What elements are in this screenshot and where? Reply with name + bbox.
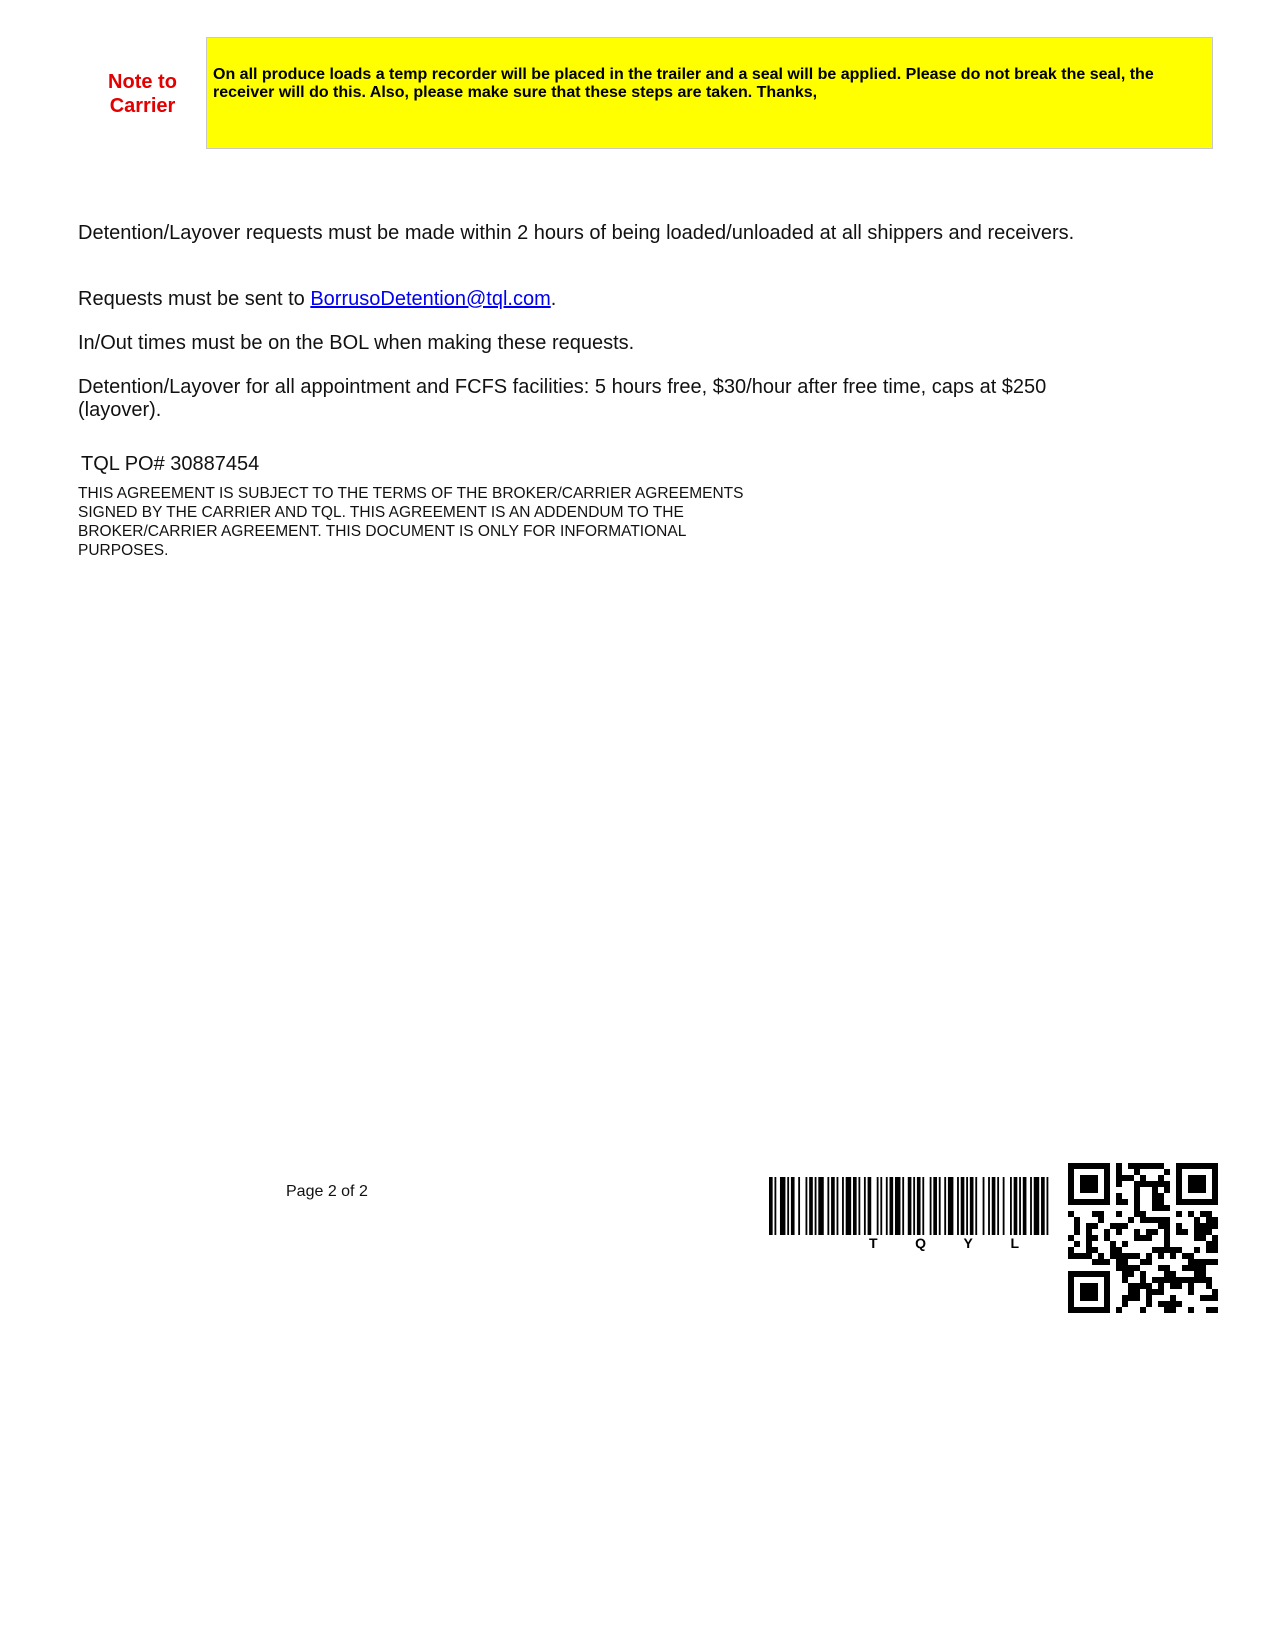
- detention-email-link[interactable]: BorrusoDetention@tql.com: [310, 288, 551, 310]
- barcode-text: [869, 1235, 1019, 1251]
- note-to-carrier-text: On all produce loads a temp recorder will be placed in the trailer and a seal will be applied. Please do not break the seal, the receiver will do this. Also, please make sure that these steps are taken. Thanks,: [213, 66, 1154, 101]
- qr-code-icon: [1068, 1163, 1218, 1313]
- barcode-char: Q: [915, 1235, 926, 1251]
- barcode-char: T: [869, 1235, 878, 1251]
- page-number: Page 2 of 2: [286, 1183, 368, 1200]
- detention-layover-terms: Detention/Layover for all appointment and FCFS facilities: 5 hours free, $30/hour after free time, caps at $250 (layover).: [78, 376, 1047, 421]
- barcode-char: Y: [963, 1235, 973, 1251]
- email-prefix: Requests must be sent to: [78, 288, 311, 310]
- detention-email-line: [78, 288, 1108, 311]
- note-to-carrier-label: Note to Carrier: [108, 71, 177, 117]
- in-out-times-note: In/Out times must be on the BOL when making these requests.: [78, 332, 635, 354]
- po-number: TQL PO# 30887454: [81, 453, 260, 475]
- detention-request-window: Detention/Layover requests must be made within 2 hours of being loaded/unloaded at all shippers and receivers.: [78, 222, 1075, 244]
- agreement-disclaimer: THIS AGREEMENT IS SUBJECT TO THE TERMS OF THE BROKER/CARRIER AGREEMENTS SIGNED BY THE CARRIER AND TQL. THIS AGREEMENT IS AN ADDENDUM TO THE BROKER/CARRIER AGREEMENT. THIS DOCUMENT IS ONLY FOR INFORMATIONAL PURPOSES.: [78, 485, 744, 559]
- note-to-carrier-box: [206, 37, 1213, 149]
- email-suffix: .: [550, 288, 557, 310]
- barcode-char: L: [1010, 1235, 1019, 1251]
- barcode-icon: [769, 1177, 1052, 1235]
